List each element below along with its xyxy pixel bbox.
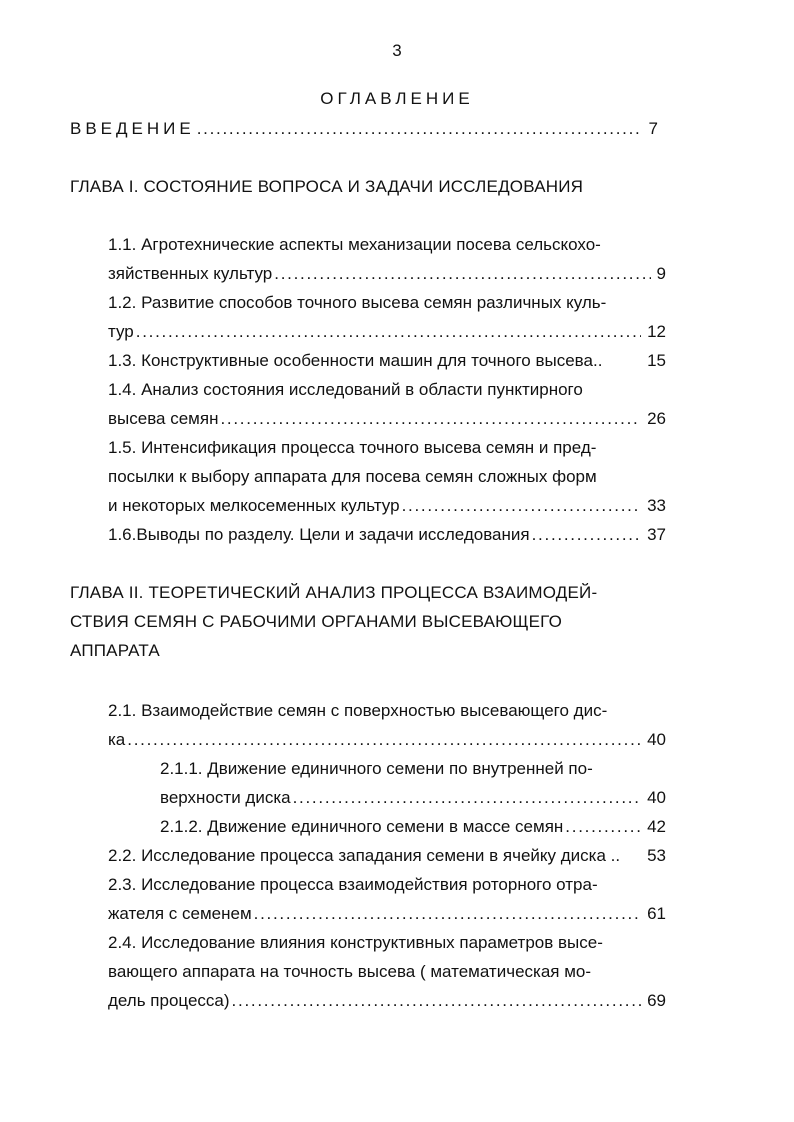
toc-entry-1-3[interactable] [108, 346, 666, 375]
dot-leader [402, 491, 642, 520]
chapter-2-title-line: ГЛАВА II. ТЕОРЕТИЧЕСКИЙ АНАЛИЗ ПРОЦЕССА ВЗАИМОДЕЙ- [70, 583, 598, 602]
toc-page-number: 26 [647, 409, 666, 428]
toc-page-number: 69 [647, 991, 666, 1010]
toc-entry-line: 2.1. Взаимодействие семян с поверхностью высевающего дис- [108, 701, 608, 720]
toc-entry-1-6[interactable] [108, 520, 666, 549]
toc-entry-line: 2.4. Исследование влияния конструктивных параметров высе- [108, 933, 603, 952]
toc-entry-2-1[interactable] [108, 696, 666, 754]
toc-page-number: 42 [647, 817, 666, 836]
dot-leader [232, 986, 642, 1015]
toc-entry-line: верхности диска [160, 788, 291, 807]
toc-entry-2-4[interactable] [108, 928, 666, 1015]
toc-entry-2-2[interactable] [108, 841, 666, 870]
dot-leader [136, 317, 641, 346]
toc-page-number: 40 [647, 730, 666, 749]
dot-leader [274, 259, 650, 288]
toc-entry-line: 1.5. Интенсификация процесса точного высева семян и пред- [108, 438, 597, 457]
dot-leader [197, 114, 643, 143]
toc-entry-line: высева семян [108, 409, 219, 428]
toc-entry-line: и некоторых мелкосеменных культур [108, 496, 400, 515]
toc-entry-intro[interactable] [70, 114, 658, 143]
toc-entry-line: 2.1.1. Движение единичного семени по внутренней по- [160, 759, 593, 778]
toc-entry-label: ВВЕДЕНИЕ [70, 119, 195, 138]
chapter-2-title-line: СТВИЯ СЕМЯН С РАБОЧИМИ ОРГАНАМИ ВЫСЕВАЮЩЕГО [70, 612, 563, 631]
toc-page-number: 53 [647, 846, 666, 865]
toc-page-number: 40 [647, 788, 666, 807]
toc-entry-1-5[interactable] [108, 433, 666, 520]
toc-entry-line: 1.3. Конструктивные особенности машин для точного высева.. [108, 351, 603, 370]
toc-page-number: 37 [647, 525, 666, 544]
toc-page-number: 15 [647, 351, 666, 370]
chapter-1-title: ГЛАВА I. СОСТОЯНИЕ ВОПРОСА И ЗАДАЧИ ИССЛЕДОВАНИЯ [70, 177, 584, 196]
toc-entry-line: 1.2. Развитие способов точного высева семян различных куль- [108, 293, 607, 312]
toc-entry-2-3[interactable] [108, 870, 666, 928]
toc-page-number: 12 [647, 322, 666, 341]
toc-page-number: 33 [647, 496, 666, 515]
dot-leader [127, 725, 641, 754]
toc-entry-line: 1.1. Агротехнические аспекты механизации посева сельскохо- [108, 235, 601, 254]
toc-page-number: 61 [647, 904, 666, 923]
toc-heading: ОГЛАВЛЕНИЕ [320, 89, 474, 108]
toc-entry-line: тур [108, 322, 134, 341]
toc-entry-1-1[interactable] [108, 230, 666, 288]
toc-entry-line: зяйственных культур [108, 264, 273, 283]
toc-entry-line: дель процесса) [108, 991, 230, 1010]
dot-leader [254, 899, 641, 928]
toc-entry-line: 2.1.2. Движение единичного семени в массе семян [160, 817, 564, 836]
toc-entry-line: вающего аппарата на точность высева ( математическая мо- [108, 962, 592, 981]
toc-entry-line: жателя с семенем [108, 904, 252, 923]
toc-entry-2-1-1[interactable] [160, 754, 666, 812]
toc-page-number: 7 [648, 119, 658, 138]
toc-entry-line: ка [108, 730, 126, 749]
dot-leader [532, 520, 641, 549]
toc-entry-line: 1.4. Анализ состояния исследований в области пунктирного [108, 380, 583, 399]
dot-leader [565, 812, 641, 841]
page-number: 3 [392, 41, 402, 60]
toc-entry-line: 2.3. Исследование процесса взаимодействия роторного отра- [108, 875, 598, 894]
toc-page-number: 9 [656, 264, 666, 283]
toc-entry-line: 1.6.Выводы по разделу. Цели и задачи исследования [108, 525, 530, 544]
toc-entry-1-4[interactable] [108, 375, 666, 433]
dot-leader [293, 783, 641, 812]
toc-entry-2-1-2[interactable] [160, 812, 666, 841]
chapter-2-title-line: АППАРАТА [70, 641, 160, 660]
toc-entry-1-2[interactable] [108, 288, 666, 346]
toc-entry-line: посылки к выбору аппарата для посева семян сложных форм [108, 467, 597, 486]
dot-leader [220, 404, 641, 433]
toc-entry-line: 2.2. Исследование процесса западания семени в ячейку диска .. [108, 846, 621, 865]
